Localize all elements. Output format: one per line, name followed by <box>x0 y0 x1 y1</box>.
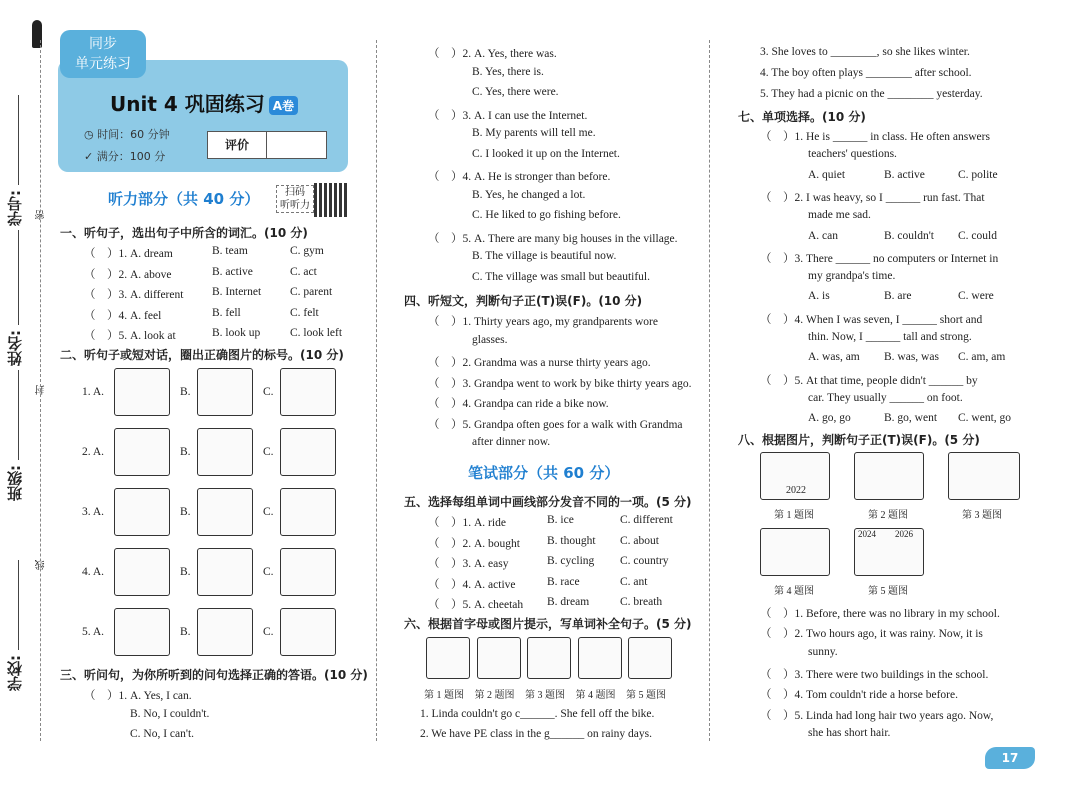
q6-picture <box>628 637 672 679</box>
q2-picture-a[interactable] <box>114 368 170 416</box>
q2-picture-a[interactable] <box>114 548 170 596</box>
q2-label-a: 2. A. <box>82 446 105 458</box>
q3-answer-line: B. Yes, he changed a lot. <box>472 188 586 201</box>
q1-option-c: C. act <box>290 265 317 278</box>
q7-choice-c: C. could <box>958 229 997 242</box>
q8-heading: 八、根据图片，判断句子正(T)误(F)。(5 分) <box>738 433 980 447</box>
q1-option-a: （ ）2. A. above <box>84 268 172 281</box>
page-title-text: Unit 4 巩固练习 <box>110 92 265 116</box>
q6-caption: 第 5 题图 <box>626 690 666 701</box>
scan-listen-label: 扫码 听听力 <box>276 185 314 213</box>
q6-item3: 3. She loves to ________, so she likes winter. <box>760 46 970 58</box>
q1-option-b: B. Internet <box>212 286 262 298</box>
paper-tag: A卷 <box>269 96 298 115</box>
q4-line: （ ）5. Grandpa often goes for a walk with Grandma <box>428 418 683 431</box>
q2-label-a: 4. A. <box>82 566 105 578</box>
q2-picture-a[interactable] <box>114 488 170 536</box>
q7-choice-a: A. quiet <box>808 168 846 181</box>
q8-year-2026: 2026 <box>895 529 913 539</box>
q3-answer-line: （ ）2. A. Yes, there was. <box>428 48 557 60</box>
q8-line: （ ）4. Tom couldn't ride a horse before. <box>760 689 958 702</box>
badge-line1: 同步 <box>89 36 117 52</box>
q7-question-line: car. They usually ______ on foot. <box>808 391 963 404</box>
q6-item2: 2. We have PE class in the g______ on rainy days. <box>420 728 653 740</box>
time-info <box>84 126 170 142</box>
q5-option-a: （ ）3. A. easy <box>428 558 509 570</box>
q3-answer-line: C. Yes, there were. <box>472 86 559 98</box>
dashed-margin-line <box>40 40 41 741</box>
q2-label-c: C. <box>263 566 274 578</box>
q7-choice-b: B. was, was <box>884 351 939 364</box>
q6-caption: 第 2 题图 <box>474 690 515 701</box>
q3-item1-b: B. No, I couldn't. <box>130 708 210 720</box>
q1-heading: 一、听句子，选出句子中所含的词汇。(10 分) <box>60 226 308 240</box>
q2-label-b: B. <box>180 446 191 458</box>
q8-year-2022: 2022 <box>786 485 806 496</box>
q5-option-b: B. ice <box>547 514 574 526</box>
q8-line: （ ）2. Two hours ago, it was rainy. Now, it is <box>760 628 983 641</box>
q7-choice-c: C. polite <box>958 168 998 181</box>
q6-picture <box>426 637 470 679</box>
q7-question-line: made me sad. <box>808 209 871 222</box>
evaluation-field[interactable] <box>267 132 326 158</box>
q3-item1: （ ）1. A. Yes, I can. <box>84 690 192 702</box>
seal-mark-mi: 密 <box>36 210 47 220</box>
q2-picture-b[interactable] <box>197 368 253 416</box>
q7-question-line: （ ）3. There ______ no computers or Internet in <box>760 252 999 265</box>
q7-choice-b: B. couldn't <box>884 229 934 242</box>
q7-heading: 七、单项选择。(10 分) <box>738 110 866 124</box>
q2-label-c: C. <box>263 506 274 518</box>
q1-option-b: B. team <box>212 245 248 257</box>
q2-picture-c[interactable] <box>280 488 336 536</box>
number-line <box>18 95 19 185</box>
q2-label-b: B. <box>180 626 191 638</box>
page-number: 17 <box>985 747 1035 769</box>
class-line <box>18 370 19 460</box>
q3-answer-line: （ ）3. A. I can use the Internet. <box>428 109 588 122</box>
page-title <box>110 88 298 117</box>
unit-badge <box>60 30 146 78</box>
q2-picture-a[interactable] <box>114 608 170 656</box>
q1-option-b: B. fell <box>212 306 241 319</box>
q8-line: （ ）1. Before, there was no library in my school. <box>760 608 1000 620</box>
q7-choice-c: C. went, go <box>958 412 1012 425</box>
q1-option-b: B. active <box>212 265 253 278</box>
listening-section-title: 听力部分（共 40 分） <box>108 190 260 208</box>
q1-option-a: （ ）3. A. different <box>84 289 184 301</box>
q2-label-b: B. <box>180 386 191 398</box>
q1-option-b: B. look up <box>212 327 261 339</box>
q8-line: （ ）5. Linda had long hair two years ago. Now, <box>760 709 994 722</box>
q3-answer-line: C. He liked to go fishing before. <box>472 209 621 221</box>
q2-label-a: 5. A. <box>82 626 105 638</box>
school-line <box>18 560 19 650</box>
q8-caption: 第 3 题图 <box>962 510 1002 521</box>
q8-caption: 第 2 题图 <box>868 510 908 521</box>
q6-caption: 第 3 题图 <box>525 690 565 701</box>
q5-option-b: B. cycling <box>547 555 595 567</box>
q6-caption: 第 4 题图 <box>575 690 616 701</box>
column-divider-2 <box>709 40 710 741</box>
q4-line: （ ）3. Grandpa went to work by bike thirty years ago. <box>428 377 692 390</box>
q3-answer-line: B. The village is beautiful now. <box>472 250 617 262</box>
q7-choice-a: A. go, go <box>808 412 851 425</box>
q4-line: （ ）2. Grandma was a nurse thirty years ago. <box>428 357 651 369</box>
name-label: 姓名: <box>6 330 24 366</box>
q8-caption: 第 5 题图 <box>868 586 908 597</box>
q1-option-c: C. look left <box>290 327 343 339</box>
q6-item5: 5. They had a picnic on the ________ yesterday. <box>760 88 983 100</box>
q6-picture <box>527 637 571 679</box>
q3-answer-line: （ ）5. A. There are many big houses in the village. <box>428 232 678 245</box>
q2-picture-b[interactable] <box>197 608 253 656</box>
q8-year-2024: 2024 <box>858 529 876 539</box>
q2-picture-a[interactable] <box>114 428 170 476</box>
q3-answer-line: C. The village was small but beautiful. <box>472 270 651 283</box>
q8-picture <box>854 452 924 500</box>
q6-item4: 4. The boy often plays ________ after school. <box>760 67 972 79</box>
q6-picture <box>578 637 622 679</box>
name-line <box>18 230 19 325</box>
qr-code-icon[interactable] <box>314 183 348 217</box>
q7-question-line: （ ）5. At that time, people didn't ______ by <box>760 374 978 387</box>
q2-picture-c[interactable] <box>280 608 336 656</box>
q3-answer-line: B. Yes, there is. <box>472 65 544 78</box>
q3-answer-line: B. My parents will tell me. <box>472 127 596 139</box>
q6-heading: 六、根据首字母或图片提示，写单词补全句子。(5 分) <box>404 617 692 631</box>
q5-heading: 五、选择每组单词中画线部分发音不同的一项。(5 分) <box>404 495 692 509</box>
q5-option-c: C. different <box>620 514 673 526</box>
q7-choice-c: C. were <box>958 290 994 303</box>
q8-picture <box>760 528 830 576</box>
q1-option-a: （ ）4. A. feel <box>84 309 162 322</box>
q1-option-a: （ ）1. A. dream <box>84 248 173 260</box>
q2-picture-c[interactable] <box>280 428 336 476</box>
q4-line: glasses. <box>472 333 508 346</box>
q7-question-line: （ ）2. I was heavy, so I ______ run fast. That <box>760 191 985 204</box>
q5-option-c: C. country <box>620 555 669 567</box>
q5-option-a: （ ）4. A. active <box>428 578 516 591</box>
q2-picture-b[interactable] <box>197 548 253 596</box>
q8-caption: 第 4 题图 <box>774 586 814 597</box>
q6-caption: 第 1 题图 <box>424 690 464 701</box>
q5-option-a: （ ）2. A. bought <box>428 537 520 550</box>
q7-choice-a: A. can <box>808 229 839 242</box>
q7-choice-c: C. am, am <box>958 351 1006 364</box>
q7-question-line: teachers' questions. <box>808 148 897 161</box>
q2-label-a: 1. A. <box>82 386 105 398</box>
q2-label-a: 3. A. <box>82 506 105 518</box>
q5-option-c: C. about <box>620 534 659 547</box>
q7-question-line: （ ）1. He is ______ in class. He often answers <box>760 131 990 143</box>
q7-choice-b: B. are <box>884 290 912 303</box>
q8-line: sunny. <box>808 645 838 658</box>
q8-picture <box>948 452 1020 500</box>
evaluation-box <box>207 131 327 159</box>
q7-choice-b: B. go, went <box>884 412 938 425</box>
q7-choice-a: A. was, am <box>808 351 860 364</box>
q2-label-c: C. <box>263 446 274 458</box>
q5-option-b: B. race <box>547 575 580 588</box>
q8-caption: 第 1 题图 <box>774 510 814 521</box>
q2-label-b: B. <box>180 566 191 578</box>
q8-line: she has short hair. <box>808 726 891 739</box>
q3-item1-c: C. No, I can't. <box>130 728 195 740</box>
q1-option-c: C. parent <box>290 286 333 298</box>
q2-picture-b[interactable] <box>197 488 253 536</box>
school-label: 学校: <box>6 655 24 691</box>
q2-label-c: C. <box>263 626 274 638</box>
q1-option-c: C. gym <box>290 245 324 257</box>
q5-option-b: B. dream <box>547 596 590 608</box>
q2-picture-c[interactable] <box>280 368 336 416</box>
column-divider-1 <box>376 40 377 741</box>
q2-label-c: C. <box>263 386 274 398</box>
q7-question-line: my grandpa's time. <box>808 270 896 283</box>
q3-answer-line: C. I looked it up on the Internet. <box>472 147 620 160</box>
seal-mark-xian: 线 <box>36 560 47 570</box>
q1-option-c: C. felt <box>290 306 319 319</box>
q7-choice-a: A. is <box>808 290 830 303</box>
q5-option-c: C. breath <box>620 596 663 608</box>
q4-line: （ ）1. Thirty years ago, my grandparents wore <box>428 316 658 328</box>
q4-line: （ ）4. Grandpa can ride a bike now. <box>428 398 609 410</box>
q7-question-line: thin. Now, I ______ tall and strong. <box>808 331 972 343</box>
q2-heading: 二、听句子或短对话，圈出正确图片的标号。(10 分) <box>60 348 344 362</box>
number-label: 学号: <box>6 190 24 226</box>
q7-question-line: （ ）4. When I was seven, I ______ short and <box>760 313 983 326</box>
q4-line: after dinner now. <box>472 436 551 448</box>
q5-option-c: C. ant <box>620 575 648 588</box>
q4-heading: 四、听短文，判断句子正(T)误(F)。(10 分) <box>404 294 643 308</box>
q3-answer-line: （ ）4. A. He is stronger than before. <box>428 171 611 183</box>
q8-line: （ ）3. There were two buildings in the school. <box>760 668 989 681</box>
q5-option-a: （ ）1. A. ride <box>428 517 506 529</box>
score-text: 满分：100 分 <box>96 150 166 163</box>
class-label: 班级: <box>6 465 24 501</box>
seal-mark-feng: 封 <box>36 385 47 395</box>
q2-picture-c[interactable] <box>280 548 336 596</box>
q7-choice-b: B. active <box>884 168 925 181</box>
score-info <box>84 148 165 164</box>
q1-option-a: （ ）5. A. look at <box>84 330 176 342</box>
q6-picture <box>477 637 521 679</box>
q5-option-b: B. thought <box>547 534 596 547</box>
q6-item1: 1. Linda couldn't go c______. She fell off the bike. <box>420 708 655 720</box>
q2-label-b: B. <box>180 506 191 518</box>
evaluation-label: 评价 <box>208 132 267 158</box>
q2-picture-b[interactable] <box>197 428 253 476</box>
time-text: 时间：60 分钟 <box>97 128 170 141</box>
check-icon: ✓ <box>84 150 97 163</box>
q3-heading: 三、听问句，为你所听到的问句选择正确的答语。(10 分) <box>60 668 368 682</box>
writing-section-title: 笔试部分（共 60 分） <box>468 464 620 482</box>
badge-line2: 单元练习 <box>75 56 131 72</box>
clock-icon: ◷ <box>84 128 98 141</box>
q5-option-a: （ ）5. A. cheetah <box>428 599 524 611</box>
